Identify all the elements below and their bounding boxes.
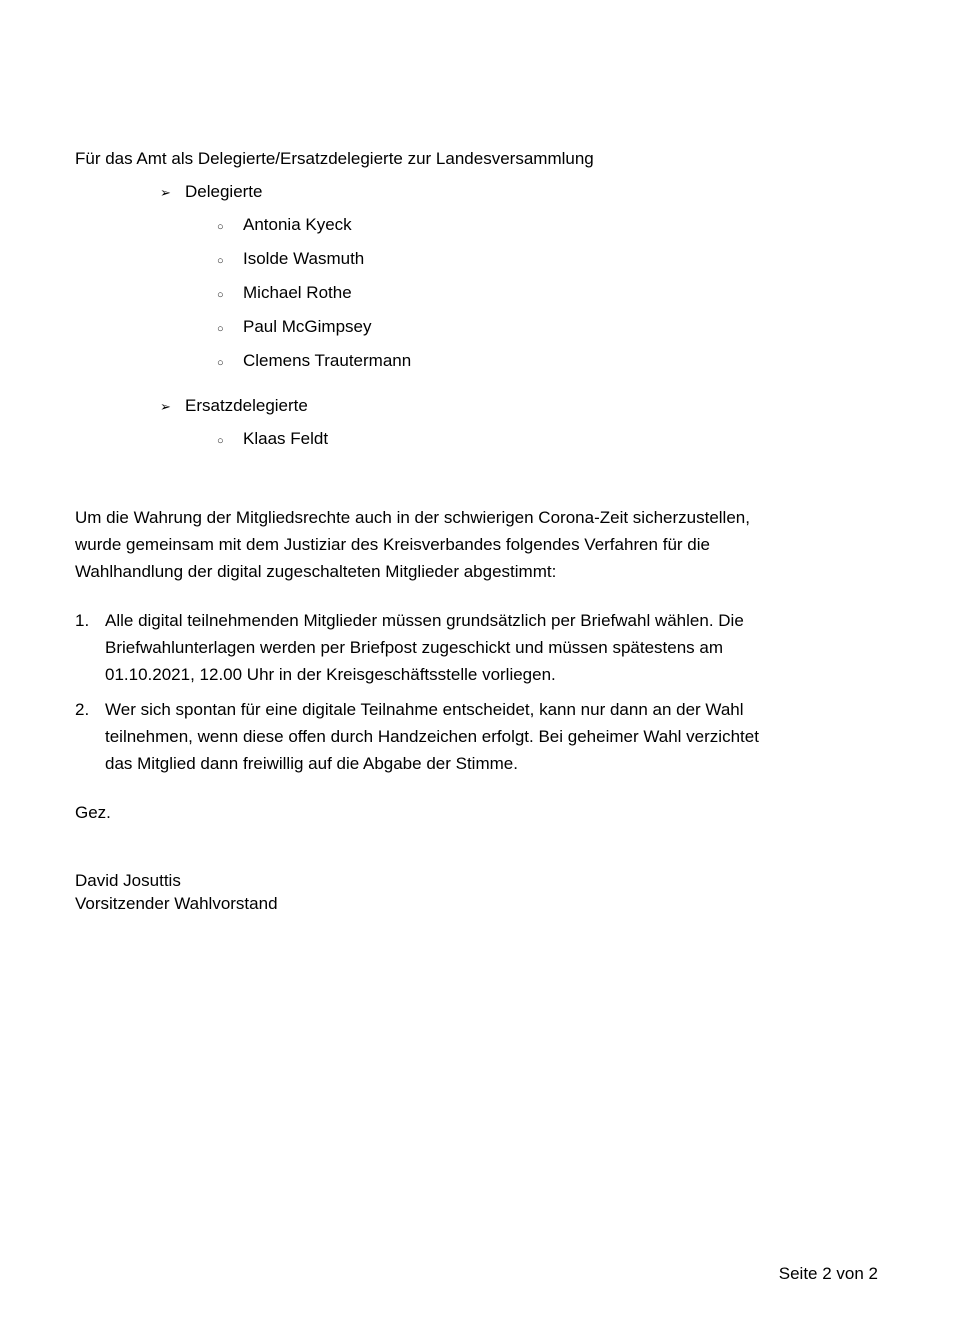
- list-item-delegate: [75, 350, 878, 374]
- list-item-delegate: [75, 282, 878, 306]
- intro-line: Für das Amt als Delegierte/Ersatzdelegierte zur Landesversammlung: [75, 149, 594, 168]
- signature-role: Vorsitzender Wahlvorstand: [75, 894, 278, 913]
- item-text: [105, 696, 759, 777]
- signature-name: David Josuttis: [75, 871, 181, 890]
- procedure-item-1: [75, 607, 878, 688]
- member-name: Paul McGimpsey: [243, 317, 372, 336]
- group-heading-label: Delegierte: [185, 182, 263, 201]
- list-item-delegate: [75, 214, 878, 238]
- member-name: Antonia Kyeck: [243, 215, 352, 234]
- paragraph-line: Um die Wahrung der Mitgliedsrechte auch in der schwierigen Corona-Zeit sicherzustellen,: [75, 508, 750, 527]
- member-name: Isolde Wasmuth: [243, 249, 365, 268]
- paragraph-line: das Mitglied dann freiwillig auf die Abgabe der Stimme.: [105, 754, 518, 773]
- list-item-delegate: [75, 316, 878, 340]
- paragraph-line: Wahlhandlung der digital zugeschalteten Mitglieder abgestimmt:: [75, 562, 557, 581]
- arrow-bullet-icon: ➢: [160, 185, 171, 200]
- group-heading-ersatzdelegierte: [75, 395, 878, 418]
- circle-bullet-icon: ○: [217, 255, 224, 267]
- item-text: [105, 607, 744, 688]
- paragraph-line: 01.10.2021, 12.00 Uhr in der Kreisgeschäftsstelle vorliegen.: [105, 665, 556, 684]
- paragraph-line: wurde gemeinsam mit dem Justiziar des Kreisverbandes folgendes Verfahren für die: [75, 535, 710, 554]
- group-heading-label: Ersatzdelegierte: [185, 396, 308, 415]
- item-number: 2.: [75, 700, 90, 719]
- page-number: Seite 2 von 2: [778, 1264, 878, 1283]
- paragraph-line: Alle digital teilnehmenden Mitglieder müssen grundsätzlich per Briefwahl wählen. Die: [105, 611, 744, 630]
- member-name: Clemens Trautermann: [243, 351, 412, 370]
- circle-bullet-icon: ○: [217, 221, 224, 233]
- signature-block: [75, 869, 878, 915]
- group-heading-delegierte: [75, 181, 878, 204]
- procedure-item-2: [75, 696, 878, 777]
- circle-bullet-icon: ○: [217, 435, 224, 447]
- circle-bullet-icon: ○: [217, 357, 224, 369]
- list-item-substitute-delegate: [75, 428, 878, 452]
- list-item-delegate: [75, 248, 878, 272]
- paragraph-line: teilnehmen, wenn diese offen durch Handzeichen erfolgt. Bei geheimer Wahl verzichtet: [105, 727, 759, 746]
- item-number: 1.: [75, 611, 90, 630]
- member-name: Michael Rothe: [243, 283, 352, 302]
- paragraph-line: Briefwahlunterlagen werden per Briefpost zugeschickt und müssen spätestens am: [105, 638, 724, 657]
- member-name: Klaas Feldt: [243, 429, 329, 448]
- procedure-intro-paragraph: [75, 504, 878, 585]
- paragraph-line: Wer sich spontan für eine digitale Teilnahme entscheidet, kann nur dann an der Wahl: [105, 700, 744, 719]
- arrow-bullet-icon: ➢: [160, 399, 171, 414]
- circle-bullet-icon: ○: [217, 289, 224, 301]
- circle-bullet-icon: ○: [217, 323, 224, 335]
- signature-gez: Gez.: [75, 803, 111, 822]
